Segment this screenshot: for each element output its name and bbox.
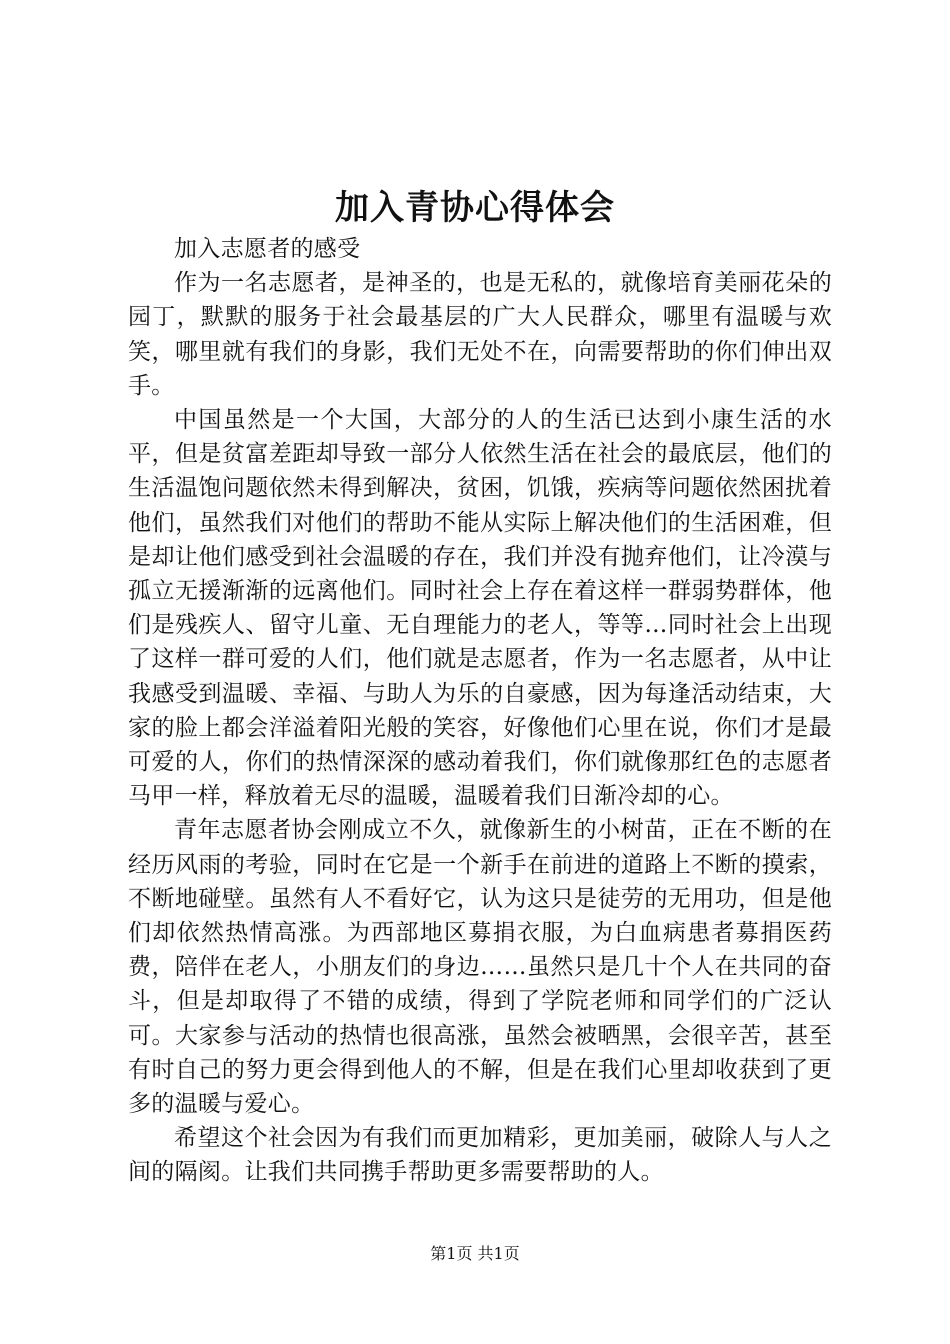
paragraph-4: 希望这个社会因为有我们而更加精彩，更加美丽，破除人与人之间的隔阂。让我们共同携手帮助更多需要帮助的人。: [128, 1125, 832, 1186]
paragraph-subtitle: 加入志愿者的感受: [174, 236, 361, 262]
paragraph-1: 作为一名志愿者，是神圣的，也是无私的，就像培育美丽花朵的园丁，默默的服务于社会最基层的广大人民群众，哪里有温暖与欢笑，哪里就有我们的身影，我们无处不在，向需要帮助的你们伸出双手。: [128, 270, 832, 399]
document-body: [128, 232, 832, 1190]
paragraph-3: 青年志愿者协会刚成立不久，就像新生的小树苗，正在不断的在经历风雨的考验，同时在它是一个新手在前进的道路上不断的摸索，不断地碰壁。虽然有人不看好它，认为这只是徒劳的无用功，但是他们却依然热情高涨。为西部地区募捐衣服，为白血病患者募捐医药费，陪伴在老人，小朋友们的身边……虽然只是几十个人在共同的奋斗，但是却取得了不错的成绩，得到了学院老师和同学们的广泛认可。大家参与活动的热情也很高涨，虽然会被晒黑，会很辛苦，甚至有时自己的努力更会得到他人的不解，但是在我们心里却收获到了更多的温暖与爱心。: [128, 817, 832, 1118]
page-footer: 第1页 共1页: [430, 1244, 520, 1263]
paragraph-2: 中国虽然是一个大国，大部分的人的生活已达到小康生活的水平，但是贫富差距却导致一部分人依然生活在社会的最底层，他们的生活温饱问题依然未得到解决，贫困，饥饿，疾病等问题依然困扰着他们，虽然我们对他们的帮助不能从实际上解决他们的生活困难，但是却让他们感受到社会温暖的存在，我们并没有抛弃他们，让冷漠与孤立无援渐渐的远离他们。同时社会上存在着这样一群弱势群体，他们是残疾人、留守儿童、无自理能力的老人，等等…同时社会上出现了这样一群可爱的人们，他们就是志愿者，作为一名志愿者，从中让我感受到温暖、幸福、与助人为乐的自豪感，因为每逢活动结束，大家的脸上都会洋溢着阳光般的笑容，好像他们心里在说，你们才是最可爱的人，你们的热情深深的感动着我们，你们就像那红色的志愿者马甲一样，释放着无尽的温暖，温暖着我们日渐冷却的心。: [128, 407, 832, 810]
document-title: 加入青协心得体会: [335, 188, 615, 228]
